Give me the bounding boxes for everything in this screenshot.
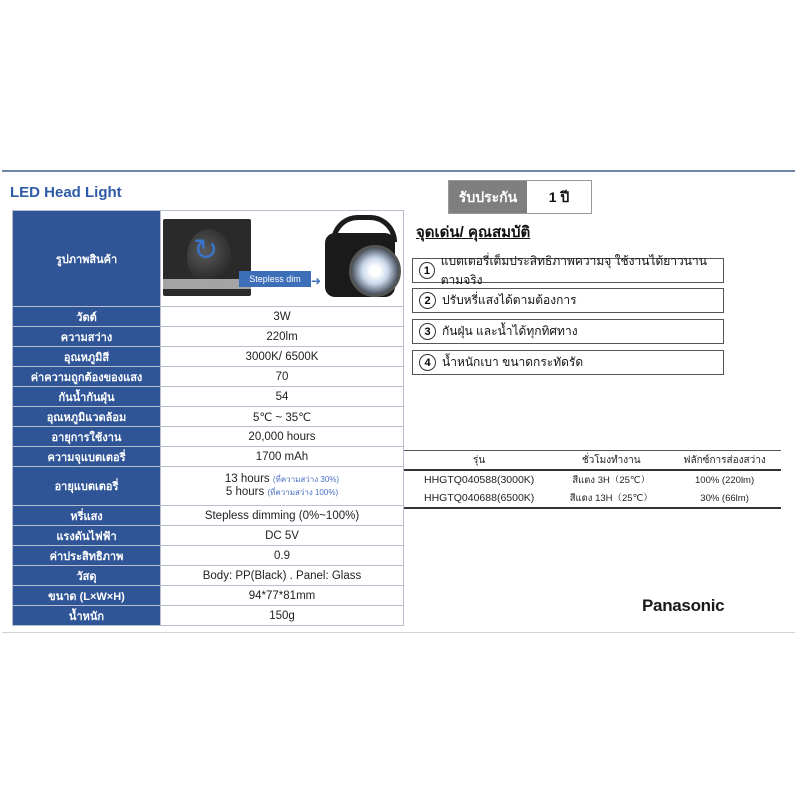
spec-value: 150g: [161, 606, 404, 626]
battery-life-value: [161, 467, 404, 506]
spec-label: ความสว่าง: [13, 327, 161, 347]
spec-value: 5℃ ~ 35℃: [161, 407, 404, 427]
table-row: [13, 307, 404, 327]
spec-value: DC 5V: [161, 526, 404, 546]
spec-value: 94*77*81mm: [161, 586, 404, 606]
spec-label: แรงดันไฟฟ้า: [13, 526, 161, 546]
headlamp-photo: [321, 213, 401, 303]
column-header: ชั่วโมงทำงาน: [554, 451, 668, 471]
strap-stripe: [163, 279, 251, 289]
feature-item: [412, 288, 724, 313]
flux-cell: 30% (66lm): [668, 489, 781, 508]
feature-item: [412, 319, 724, 344]
spec-label: รูปภาพสินค้า: [13, 211, 161, 307]
table-row: [13, 526, 404, 546]
spec-value: 54: [161, 387, 404, 407]
spec-label: ความจุแบตเตอรี่: [13, 447, 161, 467]
spec-label: ขนาด (L×W×H): [13, 586, 161, 606]
feature-text: น้ำหนักเบา ขนาดกระทัดรัด: [442, 355, 584, 369]
table-row: [13, 447, 404, 467]
table-row: [13, 407, 404, 427]
runtime-cell: สีแดง 13H（25℃）: [554, 489, 668, 508]
spec-label: วัสดุ: [13, 566, 161, 586]
model-cell: HHGTQ040588(3000K): [424, 474, 535, 486]
rotate-arrow-icon: ↻: [193, 234, 219, 267]
table-row: [13, 327, 404, 347]
dimmer-knob-photo: [163, 219, 251, 296]
spec-label: อายุแบตเตอรี่: [13, 467, 161, 506]
spec-value: 3000K/ 6500K: [161, 347, 404, 367]
battery-hours-30: 13 hours: [224, 473, 270, 485]
number-circle-icon: 2: [419, 292, 436, 309]
spec-table: [12, 210, 404, 626]
number-circle-icon: 4: [419, 354, 436, 371]
table-row: [13, 546, 404, 566]
spec-value: 0.9: [161, 546, 404, 566]
stepless-dim-label: Stepless dim: [239, 271, 311, 287]
table-row: [13, 427, 404, 447]
product-sheet: [2, 170, 795, 633]
table-header-row: [404, 451, 781, 471]
spec-label: หรี่แสง: [13, 506, 161, 526]
table-row: [13, 586, 404, 606]
warranty-value: 1 ปี: [548, 189, 570, 205]
spec-value: 1700 mAh: [161, 447, 404, 467]
spec-value: Stepless dimming (0%~100%): [161, 506, 404, 526]
table-row: [13, 387, 404, 407]
feature-text: กันฝุ่น และน้ำได้ทุกทิศทาง: [442, 324, 578, 338]
number-circle-icon: 3: [419, 323, 436, 340]
battery-hours-100: 5 hours: [225, 486, 265, 498]
feature-text: แบตเตอรี่เต็มประสิทธิภาพความจุ ใช้งานได้ยาวนานตามจริง: [440, 253, 707, 287]
spec-label: อุณหภูมิแวดล้อม: [13, 407, 161, 427]
runtime-cell: สีแดง 3H（25℃）: [572, 475, 651, 486]
spec-label: น้ำหนัก: [13, 606, 161, 626]
table-row: [404, 470, 781, 489]
features-heading: จุดเด่น/ คุณสมบัติ: [416, 224, 531, 241]
table-row: [13, 606, 404, 626]
spec-label: ค่าประสิทธิภาพ: [13, 546, 161, 566]
lamp-lens: [349, 245, 401, 297]
product-image-cell: [161, 211, 404, 307]
spec-label: กันน้ำกันฝุ่น: [13, 387, 161, 407]
table-row: [404, 489, 781, 508]
model-cell: HHGTQ040688(6500K): [404, 489, 554, 508]
table-row: [13, 347, 404, 367]
battery-note-100: (ที่ความสว่าง 100%): [267, 488, 339, 497]
table-row: [13, 506, 404, 526]
warranty-label: รับประกัน: [449, 181, 527, 213]
page-title: LED Head Light: [10, 184, 122, 201]
feature-item: [412, 253, 724, 287]
product-photo: [161, 211, 403, 306]
spec-value: 220lm: [161, 327, 404, 347]
spec-value: 70: [161, 367, 404, 387]
feature-item: [412, 350, 724, 375]
spec-label: อุณหภูมิสี: [13, 347, 161, 367]
brand-logo: Panasonic: [642, 596, 725, 615]
number-circle-icon: 1: [419, 262, 435, 279]
model-table: [404, 450, 781, 509]
arrow-right-icon: ➜: [311, 274, 322, 288]
spec-label: ค่าความถูกต้องของแสง: [13, 367, 161, 387]
flux-cell: 100% (220lm): [695, 474, 755, 486]
spec-value: 20,000 hours: [161, 427, 404, 447]
table-row: [13, 367, 404, 387]
spec-value: 3W: [161, 307, 404, 327]
table-row: [13, 211, 404, 307]
table-row: [13, 467, 404, 506]
battery-note-30: (ที่ความสว่าง 30%): [272, 475, 340, 484]
column-header: รุ่น: [404, 451, 554, 471]
table-row: [13, 566, 404, 586]
spec-label: อายุการใช้งาน: [13, 427, 161, 447]
spec-value: Body: PP(Black) . Panel: Glass: [161, 566, 404, 586]
feature-text: ปรับหรี่แสงได้ตามต้องการ: [442, 293, 577, 307]
spec-label: วัตต์: [13, 307, 161, 327]
warranty-box: [448, 180, 592, 214]
column-header: ฟลักซ์การส่องสว่าง: [668, 451, 781, 471]
